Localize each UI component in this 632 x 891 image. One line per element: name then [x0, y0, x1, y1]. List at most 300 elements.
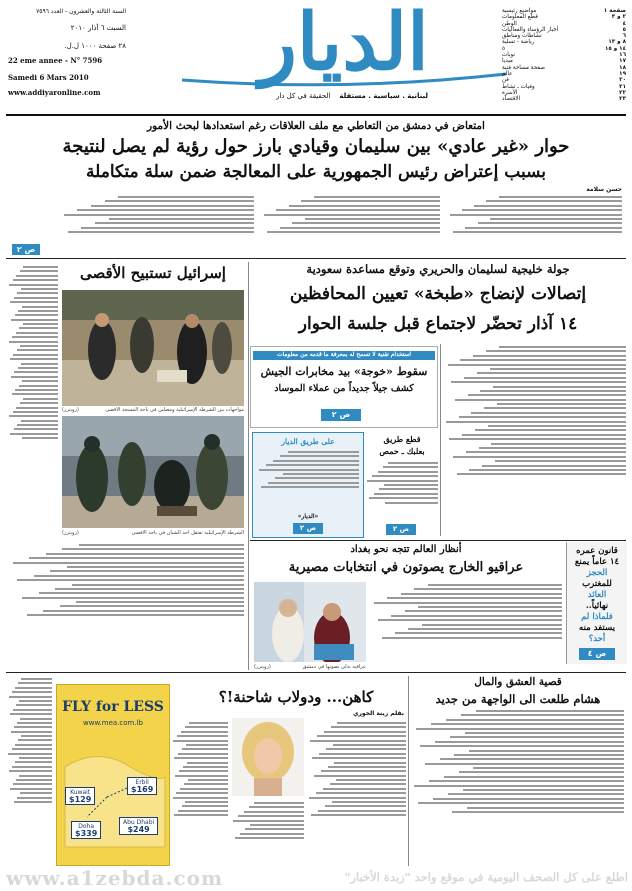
- kahen-body-right: [308, 720, 406, 862]
- text-line: [422, 624, 562, 626]
- text-line: [9, 770, 52, 772]
- text-line: [17, 579, 244, 581]
- text-line: [8, 753, 52, 755]
- aqsa-credit-1: (رويترز): [62, 407, 79, 413]
- text-line: [176, 792, 228, 794]
- law-line: ١٤ عاماً يمنع: [574, 557, 620, 567]
- text-line: [23, 266, 58, 268]
- column-title: على طريق الديار: [281, 437, 335, 446]
- text-line: [330, 783, 406, 785]
- text-line: [249, 806, 304, 808]
- text-line: [14, 297, 59, 299]
- footer-site[interactable]: www.a1zebda.com: [6, 866, 224, 890]
- text-line: [395, 632, 562, 634]
- text-line: [414, 588, 562, 590]
- text-line: [19, 385, 59, 387]
- text-line: [233, 820, 304, 822]
- text-line: [473, 355, 626, 357]
- text-line: [463, 789, 624, 791]
- ad-url: www.mea.com.lb: [83, 719, 143, 727]
- main-body-col-2: [260, 194, 440, 254]
- text-line: [11, 319, 58, 321]
- text-line: [321, 770, 406, 772]
- text-line: [387, 597, 562, 599]
- text-line: [333, 744, 407, 746]
- law-page-ref[interactable]: ص ٤: [579, 648, 615, 660]
- text-line: [174, 757, 228, 759]
- column-body: [257, 449, 359, 511]
- ad-price-city: Kuwait: [70, 789, 91, 796]
- text-line: [467, 807, 624, 809]
- text-line: [301, 200, 440, 202]
- law-box: [566, 542, 627, 664]
- intel-page-ref[interactable]: ص ٢: [321, 409, 361, 421]
- text-line: [337, 722, 406, 724]
- text-line: [182, 748, 228, 750]
- text-line: [378, 619, 562, 621]
- text-line: [468, 394, 626, 396]
- text-line: [20, 718, 52, 720]
- text-line: [266, 464, 359, 466]
- text-line: [465, 227, 622, 229]
- index-label: ٦: [622, 33, 626, 40]
- text-line: [20, 270, 59, 272]
- text-line: [18, 682, 52, 684]
- text-line: [185, 726, 228, 728]
- text-line: [91, 205, 254, 207]
- text-line: [334, 762, 406, 764]
- text-line: [429, 780, 624, 782]
- text-line: [17, 797, 52, 799]
- text-line: [21, 420, 59, 422]
- text-line: [374, 602, 562, 604]
- text-line: [425, 763, 624, 765]
- text-line: [29, 557, 244, 559]
- text-line: [180, 788, 228, 790]
- index-value: عالم: [502, 70, 513, 77]
- text-line: [332, 801, 406, 803]
- text-line: [16, 275, 58, 277]
- text-line: [283, 473, 360, 475]
- kahen-photo-art: [232, 718, 304, 796]
- text-line: [23, 323, 59, 325]
- mashhad-headline: هشام طلعت الى الواجهة من جديد: [435, 692, 601, 706]
- text-line: [486, 200, 622, 202]
- main-kicker: امتعاض في دمشق من التعاطي مع ملف العلاقات رغم استعدادها لبحث الأمور: [147, 120, 485, 132]
- text-line: [240, 833, 304, 835]
- text-line: [405, 610, 562, 612]
- index-value: نوبات: [502, 52, 515, 59]
- text-line: [250, 824, 304, 826]
- ad-price-value: $169: [131, 785, 154, 794]
- text-line: [464, 377, 626, 379]
- text-line: [67, 566, 244, 568]
- main-headline-1: حوار «غير عادي» بين سليمان وقيادي بارز حول رؤية لم يصل لنتيجة: [62, 136, 570, 157]
- column-page-ref[interactable]: ص ٢: [293, 523, 323, 534]
- slogan: [248, 92, 428, 100]
- text-line: [477, 372, 626, 374]
- text-line: [401, 593, 562, 595]
- text-line: [440, 758, 624, 760]
- text-line: [50, 570, 244, 572]
- text-line: [245, 828, 304, 830]
- text-line: [60, 605, 244, 607]
- index-value: الأسرة: [502, 89, 518, 96]
- text-line: [12, 766, 52, 768]
- text-line: [13, 279, 59, 281]
- text-line: [21, 363, 58, 365]
- text-line: [12, 336, 58, 338]
- text-line: [420, 745, 624, 747]
- text-line: [19, 775, 52, 777]
- text-line: [77, 209, 254, 211]
- text-line: [20, 402, 59, 404]
- text-line: [480, 390, 626, 392]
- index-label: ١٤ و ١٥: [604, 45, 626, 52]
- index-value: رياضة - تسلية: [502, 39, 535, 46]
- text-line: [62, 548, 244, 550]
- ad-price-tag: [65, 787, 95, 805]
- kahen-headline: كاهن... ودولاب شاحنة!؟: [218, 688, 374, 706]
- text-line: [17, 292, 58, 294]
- text-line: [446, 719, 624, 721]
- ad-price-tag: [127, 777, 157, 795]
- index-label: ٢١: [619, 83, 626, 90]
- index-row: [502, 96, 626, 102]
- text-line: [21, 678, 52, 680]
- text-line: [173, 740, 228, 742]
- text-line: [11, 731, 52, 733]
- text-line: [187, 762, 228, 764]
- road-page-ref[interactable]: ص ٢: [386, 524, 416, 535]
- ad-price-tag: [71, 821, 101, 839]
- text-line: [14, 801, 52, 803]
- gulf-headline-2: إتصالات لإنضاج «طبخة» تعيين المحافظين: [289, 284, 587, 304]
- text-line: [244, 811, 304, 813]
- text-line: [433, 798, 624, 800]
- text-line: [14, 726, 52, 728]
- text-line: [465, 732, 624, 734]
- aqsa-photo-1: [62, 290, 244, 406]
- aqsa-headline: إسرائيل تستبيح الأقصى: [80, 264, 226, 282]
- text-line: [14, 428, 59, 430]
- text-line: [17, 424, 58, 426]
- text-line: [264, 214, 440, 216]
- text-line: [16, 779, 52, 781]
- ad-price-city: Erbil: [135, 779, 149, 786]
- left-col-text-mid: [8, 542, 244, 652]
- kahen-photo: [232, 718, 304, 796]
- text-line: [34, 575, 244, 577]
- text-line: [17, 349, 59, 351]
- mea-ad[interactable]: [56, 684, 170, 866]
- text-line: [378, 471, 438, 473]
- text-line: [331, 726, 406, 728]
- index-label: صفحة ١: [603, 8, 626, 14]
- text-line: [267, 231, 440, 233]
- text-line: [444, 776, 624, 778]
- law-line: نهائياً..: [585, 601, 609, 611]
- issue-info: [8, 8, 126, 97]
- aqsa-caption-2-text: الشرطة الإسرائيلية تعتقل أحد الشبان في باحة الأقصى: [131, 530, 244, 536]
- text-line: [9, 284, 58, 286]
- text-line: [311, 814, 406, 816]
- law-line: أحد؟: [588, 634, 606, 644]
- index-label: ٢ و ٣: [611, 14, 626, 21]
- aqsa-photo-1-art: [62, 290, 244, 406]
- main-body-col-3: [60, 194, 254, 254]
- text-line: [10, 301, 58, 303]
- text-line: [109, 218, 255, 220]
- index-table: [502, 8, 626, 102]
- text-line: [384, 484, 438, 486]
- text-line: [105, 200, 254, 202]
- column-signature: «الديار»: [297, 513, 319, 520]
- iraq-caption: [254, 664, 366, 670]
- text-line: [292, 222, 440, 224]
- text-line: [15, 389, 58, 391]
- text-line: [318, 810, 406, 812]
- text-line: [13, 411, 59, 413]
- text-line: [449, 438, 626, 440]
- index-label: ١٧: [619, 58, 626, 65]
- text-line: [482, 465, 626, 467]
- text-line: [448, 364, 626, 366]
- text-line: [418, 802, 624, 804]
- kahen-body-under: [232, 800, 304, 862]
- index-label: ١٩: [619, 70, 626, 77]
- text-line: [454, 754, 624, 756]
- slogan-secondary: الحقيقة في كل دار: [276, 92, 331, 100]
- text-line: [499, 346, 626, 348]
- slogan-main: لبنانية . سياسية . مستقلة: [339, 92, 428, 100]
- text-line: [414, 785, 624, 787]
- intel-headline-2: كشف جيلاً جديداً من عملاء الموساد: [274, 383, 414, 394]
- text-line: [275, 477, 359, 479]
- text-line: [181, 731, 228, 733]
- text-line: [43, 610, 244, 612]
- text-line: [19, 327, 58, 329]
- text-line: [27, 614, 244, 616]
- text-line: [19, 757, 52, 759]
- aqsa-caption-2: [62, 530, 244, 536]
- aqsa-photo-2: [62, 416, 244, 528]
- text-line: [261, 486, 359, 488]
- iraq-photo-art: [254, 582, 366, 662]
- text-line: [310, 740, 406, 742]
- text-line: [418, 606, 562, 608]
- index-label: ٨ و ١٣: [608, 39, 626, 46]
- text-line: [189, 722, 228, 724]
- text-line: [18, 739, 52, 741]
- text-line: [466, 451, 626, 453]
- text-line: [431, 723, 624, 725]
- gulf-body-col-1: [444, 344, 626, 536]
- text-line: [22, 306, 59, 308]
- aqsa-credit-2: (رويترز): [62, 530, 79, 536]
- text-line: [46, 553, 244, 555]
- law-lines: [567, 542, 627, 645]
- text-line: [16, 332, 59, 334]
- text-line: [416, 728, 624, 730]
- text-line: [16, 407, 58, 409]
- index-label: ٢٣: [619, 96, 626, 103]
- ad-price-value: $249: [127, 825, 150, 834]
- text-line: [326, 748, 406, 750]
- text-line: [374, 493, 438, 495]
- text-line: [408, 628, 562, 630]
- text-line: [14, 371, 58, 373]
- kahen-body-left: [172, 720, 228, 862]
- text-line: [273, 460, 359, 462]
- text-line: [491, 443, 626, 445]
- text-line: [175, 775, 228, 777]
- main-page-ref[interactable]: ص ٢: [12, 244, 40, 255]
- ad-price-city: Abu Dhabi: [123, 819, 155, 826]
- issue-price: ٢٨ صفحة ١٠٠٠ ل.ل.: [64, 42, 126, 50]
- text-line: [15, 744, 52, 746]
- footer-tagline: اطلع على كل الصحف اليومية في موقع واحد "زبدة الأخبار": [344, 870, 628, 884]
- text-line: [19, 700, 52, 702]
- text-line: [476, 710, 624, 712]
- text-line: [314, 196, 440, 198]
- index-value: صفحة مساحة فنية: [502, 64, 545, 71]
- text-line: [12, 393, 59, 395]
- text-line: [17, 722, 52, 724]
- footer-bar: [0, 866, 632, 891]
- text-line: [15, 314, 59, 316]
- text-line: [460, 359, 626, 361]
- text-line: [428, 584, 562, 586]
- text-line: [450, 736, 624, 738]
- ad-price-value: $339: [75, 829, 98, 838]
- text-line: [484, 407, 626, 409]
- text-line: [186, 744, 228, 746]
- law-line: العائد: [587, 590, 607, 600]
- index-value: مواضيع رئيسية: [502, 8, 537, 14]
- text-line: [450, 214, 622, 216]
- masthead-logo: [172, 2, 516, 88]
- text-line: [10, 433, 58, 435]
- left-col-text-top: [8, 264, 58, 526]
- text-line: [488, 425, 626, 427]
- text-line: [305, 218, 440, 220]
- main-body-col-1: [446, 194, 622, 254]
- text-line: [21, 735, 52, 737]
- text-line: [461, 714, 624, 716]
- text-line: [10, 788, 52, 790]
- iraq-photo: [254, 582, 366, 662]
- text-line: [16, 704, 52, 706]
- index-value: وفيات ـ تشاط: [502, 83, 535, 90]
- left-col-text-bottom: [8, 676, 52, 862]
- text-line: [12, 691, 52, 693]
- iraq-credit: (رويترز): [254, 664, 271, 670]
- column-box: [252, 432, 364, 538]
- text-line: [184, 783, 228, 785]
- iraq-kicker: أنظار العالم تتجه نحو بغداد: [350, 544, 462, 555]
- index-label: ١٦: [619, 52, 626, 59]
- index-label: ٢٢: [619, 89, 626, 96]
- text-line: [22, 597, 244, 599]
- text-line: [178, 810, 228, 812]
- text-line: [469, 469, 626, 471]
- text-line: [68, 231, 254, 233]
- text-line: [174, 814, 228, 816]
- text-line: [18, 310, 58, 312]
- index-value: الوطن: [502, 20, 517, 27]
- text-line: [20, 345, 58, 347]
- text-line: [453, 456, 626, 458]
- text-line: [499, 196, 622, 198]
- text-line: [9, 415, 58, 417]
- iraq-body: [370, 582, 562, 666]
- text-line: [72, 584, 244, 586]
- text-line: [486, 350, 626, 352]
- text-line: [328, 766, 406, 768]
- text-line: [435, 741, 624, 743]
- text-line: [280, 227, 440, 229]
- logo-text: الديار: [259, 0, 429, 88]
- text-line: [118, 196, 254, 198]
- index-value: نشاطات ومناطق: [502, 33, 542, 40]
- iraq-caption-text: عراقية تدلي بصوتها في دمشق: [302, 664, 366, 670]
- text-line: [12, 748, 52, 750]
- text-line: [462, 434, 626, 436]
- law-line: الحجز: [586, 568, 608, 578]
- text-line: [314, 775, 406, 777]
- text-line: [323, 788, 406, 790]
- text-line: [20, 792, 52, 794]
- text-line: [451, 381, 626, 383]
- website: www.addiyaronline.com: [8, 88, 101, 97]
- index-value: قطع المعلومات: [502, 14, 538, 21]
- text-line: [254, 802, 304, 804]
- text-line: [259, 469, 359, 471]
- text-line: [455, 399, 626, 401]
- text-line: [453, 231, 622, 233]
- index-value: فن: [502, 77, 509, 84]
- text-line: [391, 615, 562, 617]
- text-line: [479, 447, 626, 449]
- text-line: [276, 209, 440, 211]
- text-line: [448, 793, 624, 795]
- text-line: [76, 601, 244, 603]
- text-line: [182, 805, 228, 807]
- text-line: [446, 421, 626, 423]
- text-line: [336, 779, 406, 781]
- text-line: [493, 386, 626, 388]
- intel-box: [250, 346, 438, 428]
- text-line: [459, 416, 626, 418]
- text-line: [457, 473, 626, 475]
- text-line: [319, 753, 406, 755]
- index-value: ميديا: [502, 58, 513, 65]
- issue-date-ar: السبت ٦ آذار ٢٠١٠: [70, 24, 126, 32]
- text-line: [235, 837, 304, 839]
- text-line: [280, 455, 359, 457]
- text-line: [497, 403, 626, 405]
- text-line: [473, 767, 624, 769]
- road-story: [366, 432, 438, 536]
- kahen-byline: بقلم زينة الخوري: [352, 710, 404, 717]
- index-label: ٤: [622, 20, 626, 27]
- index-label: ١٨: [619, 64, 626, 71]
- date-fr: Samedi 6 Mars 2010: [8, 73, 89, 82]
- text-line: [317, 735, 406, 737]
- index-value: الاقتصاد: [502, 96, 521, 103]
- main-headline-2: بسبب إعتراض رئيس الجمهورية على المعالجة ضمن سلة متكاملة: [85, 162, 546, 182]
